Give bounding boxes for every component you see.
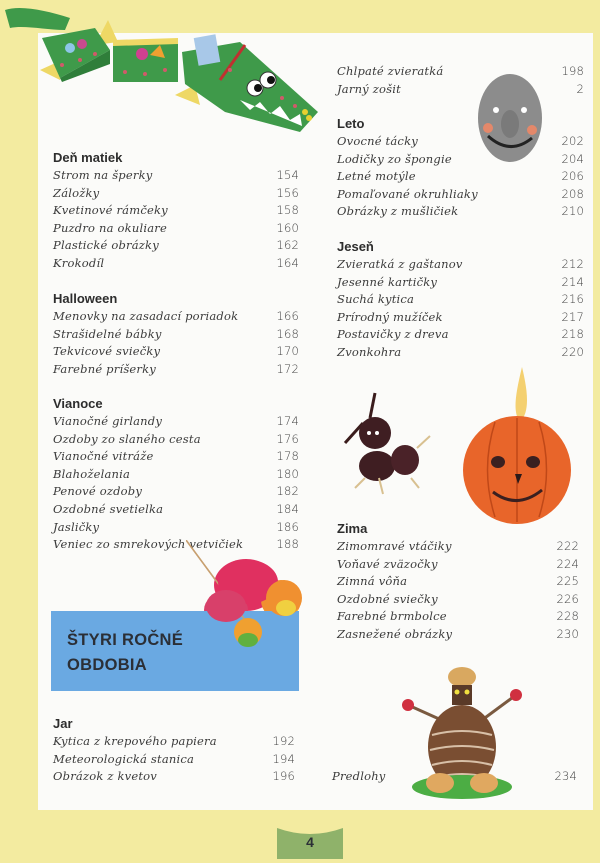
entry-page: 198 xyxy=(561,64,584,78)
entry-label: Jasličky xyxy=(53,519,100,534)
pumpkin-candle-image xyxy=(460,362,575,527)
entry-label: Ovocné tácky xyxy=(337,134,418,148)
entry-page: 212 xyxy=(561,257,584,271)
chapter-title-line2: OBDOBIA xyxy=(67,656,148,674)
chapter-title-line1: ŠTYRI ROČNÉ xyxy=(67,631,184,649)
toc-entry[interactable] xyxy=(53,167,299,185)
entry-page: 182 xyxy=(276,484,299,499)
entry-label: Menovky na zasadací poriadok xyxy=(53,309,239,323)
toc-entry[interactable] xyxy=(337,81,584,99)
toc-entry[interactable] xyxy=(53,361,299,379)
toc-entry[interactable] xyxy=(53,413,299,431)
toc-entry[interactable] xyxy=(337,538,579,556)
entry-label: Jarný zošit xyxy=(337,81,401,96)
toc-entry[interactable] xyxy=(53,326,299,344)
toc-entry[interactable] xyxy=(53,220,299,238)
toc-entry[interactable] xyxy=(337,291,584,309)
toc-entry[interactable] xyxy=(332,768,577,786)
entry-label: Farebné brmbolce xyxy=(337,609,447,624)
section-leto xyxy=(337,115,584,221)
entry-label: Voňavé zväzočky xyxy=(337,556,438,571)
entry-page: 180 xyxy=(276,466,299,481)
page-number: 4 xyxy=(306,834,314,850)
entry-page: 230 xyxy=(556,626,579,641)
entry-label: Penové ozdoby xyxy=(53,484,143,499)
toc-entry[interactable] xyxy=(53,202,299,220)
entry-page: 172 xyxy=(276,361,299,376)
toc-entry[interactable] xyxy=(337,203,584,221)
entry-page: 192 xyxy=(272,734,295,748)
entry-page: 2 xyxy=(576,81,584,96)
section-title: Leto xyxy=(337,116,365,131)
toc-entry[interactable] xyxy=(53,733,295,751)
toc-entry[interactable] xyxy=(53,308,299,326)
section-zima xyxy=(337,520,579,644)
toc-entry[interactable] xyxy=(53,255,299,273)
entry-page: 156 xyxy=(276,185,299,200)
entry-label: Zvonkohra xyxy=(337,344,402,359)
entry-page: 160 xyxy=(276,220,299,235)
entry-label: Ozdobné svetielka xyxy=(53,501,164,516)
toc-entry[interactable] xyxy=(337,608,579,626)
chestnut-animal-image xyxy=(325,388,435,498)
entry-page: 204 xyxy=(561,151,584,166)
entry-label: Veniec zo smrekových vetvičiek xyxy=(53,537,244,552)
entry-page: 186 xyxy=(276,519,299,534)
entry-label: Predlohy xyxy=(332,769,386,783)
toc-entry[interactable] xyxy=(337,63,584,81)
entry-page: 168 xyxy=(276,326,299,341)
entry-label: Ozdoby zo slaného cesta xyxy=(53,431,201,446)
entry-page: 222 xyxy=(556,539,579,553)
entry-label: Plastické obrázky xyxy=(53,238,159,253)
entry-label: Kytica z krepového papiera xyxy=(53,734,217,748)
entry-label: Pomaľované okruhliaky xyxy=(337,186,478,201)
entry-page: 164 xyxy=(276,255,299,270)
entry-label: Puzdro na okuliare xyxy=(53,220,167,235)
entry-page: 234 xyxy=(554,769,577,783)
toc-entry[interactable] xyxy=(53,501,299,519)
toc-entry[interactable] xyxy=(337,256,584,274)
entry-label: Lodičky zo špongie xyxy=(337,151,452,166)
toc-entry[interactable] xyxy=(53,483,299,501)
toc-entry[interactable] xyxy=(53,431,299,449)
entry-label: Postavičky z dreva xyxy=(337,327,449,342)
entry-page: 170 xyxy=(276,344,299,359)
toc-entry[interactable] xyxy=(53,343,299,361)
entry-page: 217 xyxy=(561,309,584,324)
entry-label: Suchá kytica xyxy=(337,292,415,307)
chapter-title xyxy=(67,628,183,678)
section-title: Jeseň xyxy=(337,239,374,254)
entry-page: 224 xyxy=(556,556,579,571)
entry-label: Jesenné kartičky xyxy=(337,274,438,289)
butterfly-overlay-image xyxy=(186,540,306,660)
toc-entry[interactable] xyxy=(53,768,295,786)
entry-page: 184 xyxy=(276,501,299,516)
entry-page: 208 xyxy=(561,186,584,201)
entry-label: Strom na šperky xyxy=(53,168,153,182)
toc-entry[interactable] xyxy=(337,133,584,151)
entry-label: Prírodný mužíček xyxy=(337,309,443,324)
entry-label: Tekvicové sviečky xyxy=(53,344,161,359)
toc-entry[interactable] xyxy=(337,344,584,362)
toc-entry[interactable] xyxy=(53,185,299,203)
toc-entry[interactable] xyxy=(337,591,579,609)
section-vianoce xyxy=(53,395,299,554)
toc-entry[interactable] xyxy=(53,466,299,484)
entry-label: Zimná vôňa xyxy=(337,574,408,589)
entry-page: 214 xyxy=(561,274,584,289)
entry-page: 220 xyxy=(561,344,584,359)
toc-entry[interactable] xyxy=(337,309,584,327)
entry-label: Zvieratká z gaštanov xyxy=(337,257,463,271)
section-jar xyxy=(53,715,299,786)
section-title: Halloween xyxy=(53,291,118,306)
entry-label: Krokodíl xyxy=(53,255,105,270)
section-den-matiek xyxy=(53,149,299,273)
page-number-tab xyxy=(277,826,343,859)
entry-label: Zimomravé vtáčiky xyxy=(337,539,452,553)
entry-page: 162 xyxy=(276,238,299,253)
toc-entry[interactable] xyxy=(337,168,584,186)
entry-label: Meteorologická stanica xyxy=(53,751,195,766)
entry-page: 178 xyxy=(276,449,299,464)
entry-page: 188 xyxy=(276,537,299,552)
entry-page: 154 xyxy=(276,168,299,182)
entry-page: 166 xyxy=(276,309,299,323)
entry-label: Obrázok z kvetov xyxy=(53,769,157,784)
entry-label: Letné motýle xyxy=(337,169,416,184)
entry-page: 226 xyxy=(556,591,579,606)
entry-page: 174 xyxy=(276,414,299,428)
section-title: Deň matiek xyxy=(53,150,123,165)
entry-label: Blahoželania xyxy=(53,466,131,481)
section-jesen xyxy=(337,238,584,362)
entry-page: 225 xyxy=(556,574,579,589)
entry-page: 194 xyxy=(272,751,295,766)
section-jar-continued xyxy=(337,63,584,98)
toc-entry[interactable] xyxy=(53,448,299,466)
entry-page: 216 xyxy=(561,292,584,307)
entry-label: Strašidelné bábky xyxy=(53,326,162,341)
entry-label: Vianočné vitráže xyxy=(53,449,154,464)
section-predlohy xyxy=(332,768,577,786)
section-title: Zima xyxy=(337,521,368,536)
entry-label: Ozdobné sviečky xyxy=(337,591,438,606)
toc-entry[interactable] xyxy=(337,326,584,344)
toc-entry[interactable] xyxy=(53,751,295,769)
toc-entry[interactable] xyxy=(53,519,299,537)
entry-label: Obrázky z mušličiek xyxy=(337,204,459,219)
entry-label: Zasnežené obrázky xyxy=(337,626,453,641)
toc-entry[interactable] xyxy=(337,556,579,574)
toc-entry[interactable] xyxy=(337,151,584,169)
toc-entry[interactable] xyxy=(337,573,579,591)
toc-entry[interactable] xyxy=(53,237,299,255)
entry-label: Záložky xyxy=(53,185,100,200)
toc-entry[interactable] xyxy=(337,626,579,644)
entry-label: Kvetinové rámčeky xyxy=(53,203,168,218)
entry-page: 196 xyxy=(272,769,295,784)
section-title: Vianoce xyxy=(53,396,103,411)
section-halloween xyxy=(53,290,299,378)
entry-page: 202 xyxy=(561,134,584,148)
entry-page: 210 xyxy=(561,204,584,219)
entry-label: Farebné príšerky xyxy=(53,361,156,376)
section-title: Jar xyxy=(53,716,73,731)
entry-page: 218 xyxy=(561,327,584,342)
toc-entry[interactable] xyxy=(337,274,584,292)
crocodile-box-craft-image xyxy=(0,0,330,150)
entry-label: Chlpaté zvieratká xyxy=(337,64,444,78)
toc-entry[interactable] xyxy=(337,186,584,204)
entry-page: 228 xyxy=(556,609,579,624)
entry-label: Vianočné girlandy xyxy=(53,414,163,428)
entry-page: 206 xyxy=(561,169,584,184)
entry-page: 158 xyxy=(276,203,299,218)
entry-page: 176 xyxy=(276,431,299,446)
